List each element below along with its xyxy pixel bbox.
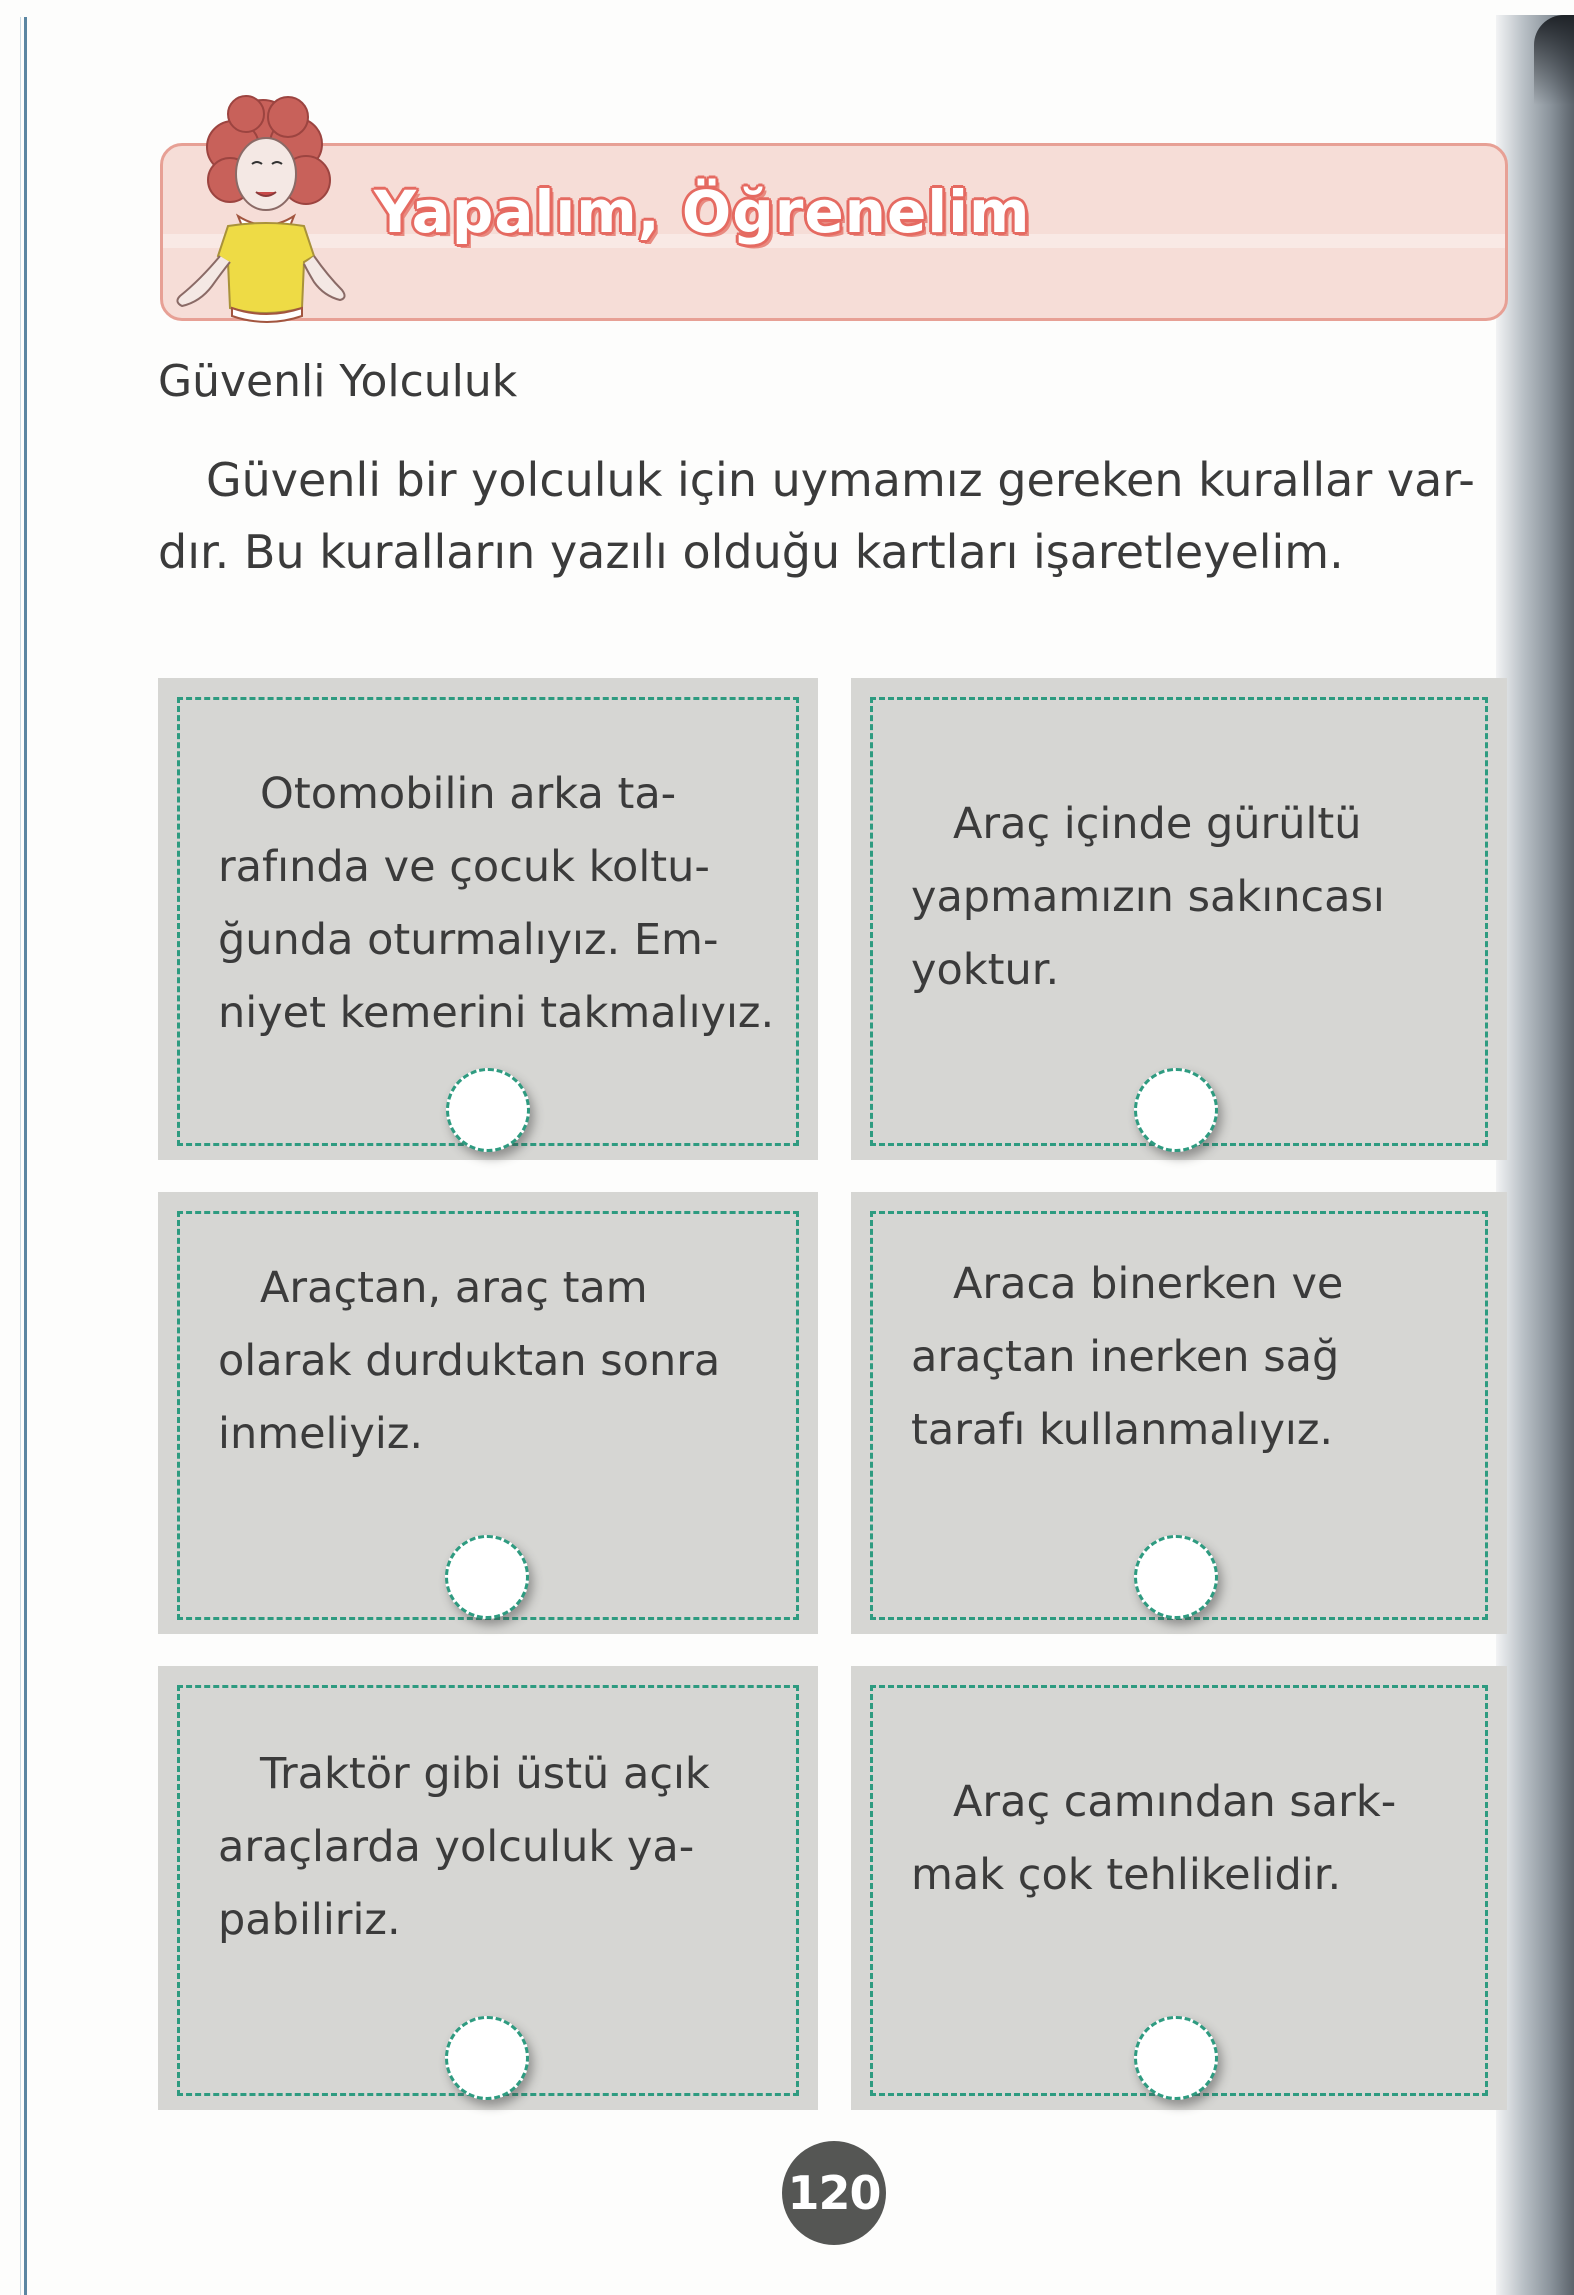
card-line: yapmamızın sakıncası (911, 872, 1385, 922)
card-text (218, 758, 778, 1050)
card-line: yoktur. (911, 945, 1060, 995)
card-line: inmeliyiz. (218, 1409, 424, 1459)
girl-mascot-icon (168, 92, 358, 327)
rule-card (851, 1192, 1507, 1634)
card-line: niyet kemerini takmalıyız. (218, 988, 775, 1038)
book-binding-shadow (1496, 15, 1574, 2295)
card-line: pabiliriz. (218, 1895, 401, 1945)
rule-card (158, 1666, 818, 2110)
card-line: araçlarda yolculuk ya- (218, 1822, 695, 1872)
card-checkbox-circle[interactable] (445, 2016, 529, 2100)
card-line: tarafı kullanmalıyız. (911, 1405, 1334, 1455)
page-number-badge: 120 (782, 2141, 886, 2245)
card-line: Otomobilin arka ta- (260, 769, 677, 819)
card-line: ğunda oturmalıyız. Em- (218, 915, 719, 965)
section-heading: Güvenli Yolculuk (158, 356, 518, 407)
intro-line: Güvenli bir yolculuk için uymamız gereken kurallar var- (206, 453, 1475, 507)
card-line: Traktör gibi üstü açık (260, 1749, 710, 1799)
rule-card (158, 1192, 818, 1634)
card-line: mak çok tehlikelidir. (911, 1850, 1342, 1900)
card-line: Araç içinde gürültü (953, 799, 1362, 849)
banner-title: Yapalım, Öğrenelim (374, 178, 1031, 246)
card-checkbox-circle[interactable] (1134, 2016, 1218, 2100)
card-line: Araca binerken ve (953, 1259, 1344, 1309)
rule-card (851, 678, 1507, 1160)
intro-line: dır. Bu kuralların yazılı olduğu kartları işaretleyelim. (158, 525, 1344, 579)
card-checkbox-circle[interactable] (1134, 1068, 1218, 1152)
card-text (911, 1766, 1467, 1912)
card-line: Araçtan, araç tam (260, 1263, 648, 1313)
card-line: rafında ve çocuk koltu- (218, 842, 710, 892)
card-line: Araç camından sark- (953, 1777, 1397, 1827)
card-text (218, 1252, 778, 1471)
card-line: araçtan inerken sağ (911, 1332, 1340, 1382)
page-margin-line (24, 17, 27, 2295)
card-checkbox-circle[interactable] (1134, 1535, 1218, 1619)
card-line: olarak durduktan sonra (218, 1336, 721, 1386)
card-checkbox-circle[interactable] (445, 1535, 529, 1619)
card-text (911, 1248, 1467, 1467)
card-text (218, 1738, 778, 1957)
card-text (911, 788, 1467, 1007)
card-checkbox-circle[interactable] (446, 1068, 530, 1152)
rule-card (851, 1666, 1507, 2110)
intro-paragraph (158, 444, 1478, 588)
rule-card (158, 678, 818, 1160)
